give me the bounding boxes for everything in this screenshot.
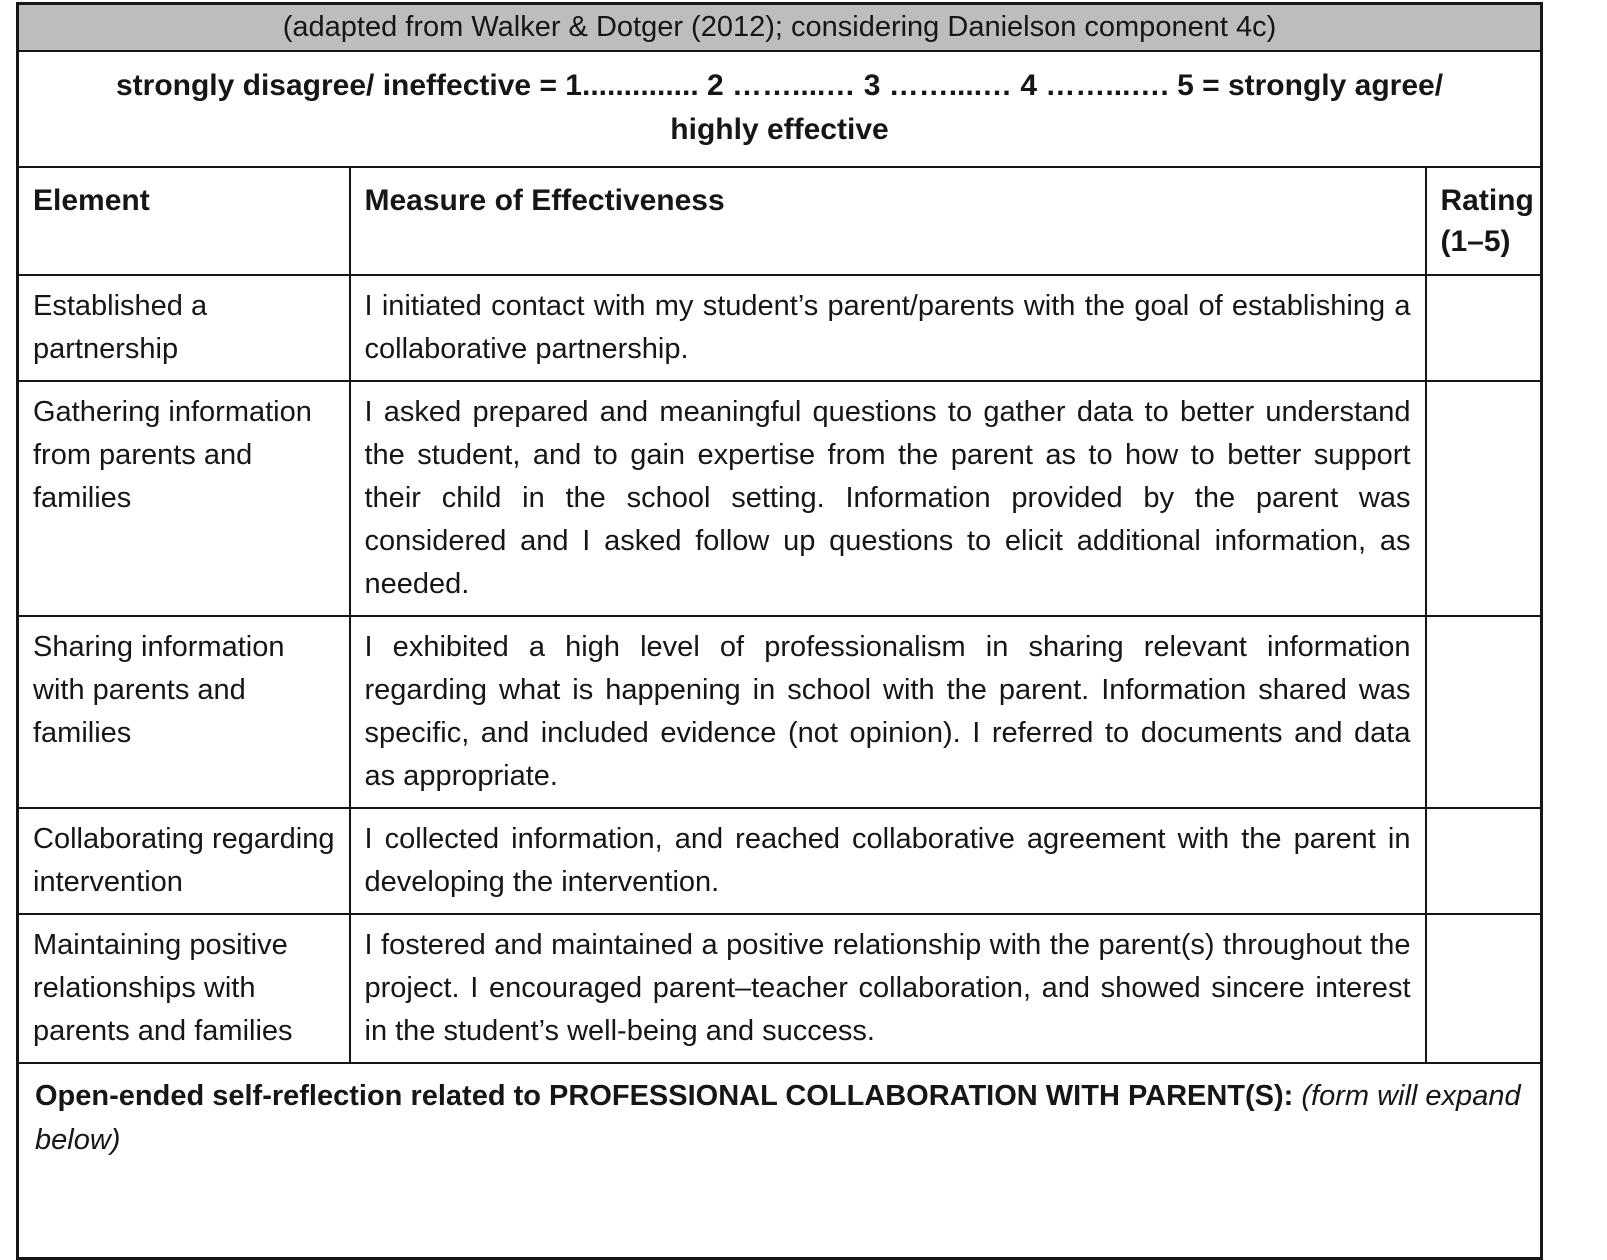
element-cell: Sharing information with parents and families (18, 616, 350, 808)
measure-cell: I exhibited a high level of professionalism in sharing relevant information regarding what is happening in school with the parent. Information shared was specific, and included evidence (not opinion). I referred to documents and data as appropriate. (350, 616, 1426, 808)
rating-input-cell[interactable] (1426, 808, 1542, 914)
element-cell: Gathering information from parents and families (18, 381, 350, 616)
measure-cell: I collected information, and reached collaborative agreement with the parent in developing the intervention. (350, 808, 1426, 914)
rubric-document (16, 2, 1543, 1260)
table-row (18, 616, 1542, 808)
rating-scale-row (18, 51, 1542, 167)
rating-input-cell[interactable] (1426, 381, 1542, 616)
element-cell: Established a partnership (18, 275, 350, 381)
column-header-measure: Measure of Effectiveness (350, 167, 1426, 275)
measure-cell: I asked prepared and meaningful questions to gather data to better understand the student, and to gain expertise from the parent as to how to better support their child in the school setting. Information provided by the parent was considered and I asked follow up questions to elicit additional information, as needed. (350, 381, 1426, 616)
table-row (18, 808, 1542, 914)
rating-input-cell[interactable] (1426, 275, 1542, 381)
rating-scale-legend (18, 51, 1542, 167)
reflection-prompt: Open-ended self-reflection related to PROFESSIONAL COLLABORATION WITH PARENT(S): (35, 1080, 1294, 1112)
element-cell: Collaborating regarding intervention (18, 808, 350, 914)
rating-input-cell[interactable] (1426, 914, 1542, 1063)
open-ended-reflection-row (18, 1063, 1542, 1258)
column-header-rating: Rating (1–5) (1426, 167, 1542, 275)
open-ended-reflection-cell[interactable] (18, 1063, 1542, 1258)
column-header-element: Element (18, 167, 350, 275)
table-row (18, 381, 1542, 616)
attribution-row (18, 4, 1542, 52)
column-header-row (18, 167, 1542, 275)
form-expand-note: (form will expand below) (35, 1080, 1521, 1156)
measure-cell: I fostered and maintained a positive relationship with the parent(s) throughout the project. I encouraged parent–teacher collaboration, and showed sincere interest in the student’s well-being and success. (350, 914, 1426, 1063)
element-cell: Maintaining positive relationships with parents and families (18, 914, 350, 1063)
scale-line-2: highly effective (670, 113, 889, 146)
rubric-table (16, 2, 1543, 1260)
attribution-header: (adapted from Walker & Dotger (2012); considering Danielson component 4c) (18, 4, 1542, 52)
table-row (18, 914, 1542, 1063)
scale-line-1: strongly disagree/ ineffective = 1.............. 2 ……....… 3 ……....… 4 ……...…. 5 = strongly agree/ (115, 69, 1444, 102)
table-row (18, 275, 1542, 381)
measure-cell: I initiated contact with my student’s parent/parents with the goal of establishing a collaborative partnership. (350, 275, 1426, 381)
rating-input-cell[interactable] (1426, 616, 1542, 808)
